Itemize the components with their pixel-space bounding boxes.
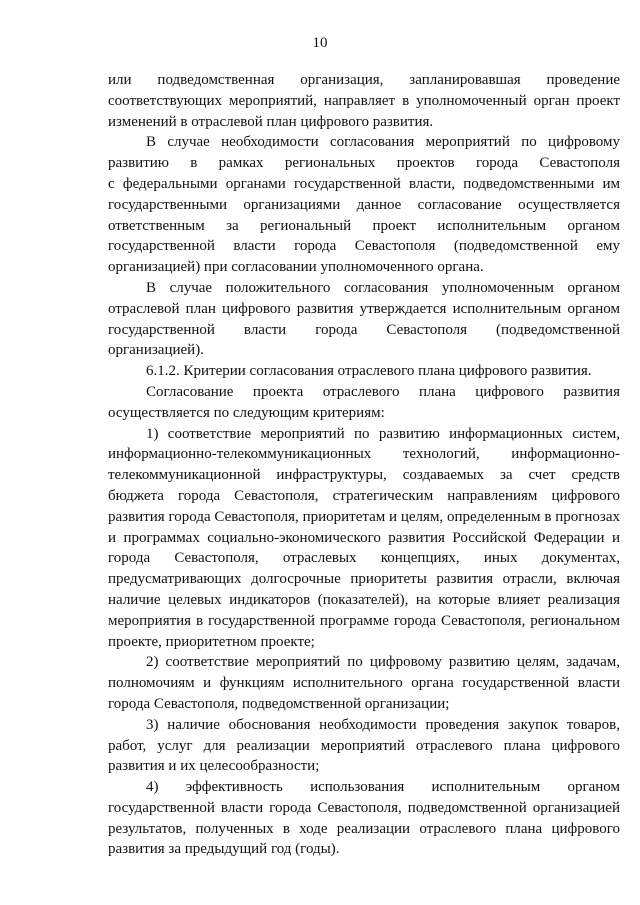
text-line: отраслевой план цифрового развития утверждается исполнительным органом <box>108 300 620 317</box>
text-line: 2) соответствие мероприятий по цифровому развитию целям, задачам, <box>146 654 620 671</box>
text-line: организацией) при согласовании уполномоченного органа. <box>108 259 484 276</box>
text-line: проекте, приоритетном проекте; <box>108 633 315 650</box>
text-line: осуществляется по следующим критериям: <box>108 404 385 421</box>
text-line: развития за предыдущий год (годы). <box>108 841 340 858</box>
text-line: мероприятия в государственной программе города Севастополя, региональном <box>108 612 620 629</box>
page-number: 10 <box>312 35 328 51</box>
text-line: города Севастополя, подведомственной организации; <box>108 695 450 712</box>
text-line: развития и их целесообразности; <box>108 758 320 775</box>
text-line: полномочиям и функциям исполнительного органа государственной власти <box>108 675 620 692</box>
text-line: В случае положительного согласования уполномоченным органом <box>146 279 620 296</box>
paragraph <box>108 70 620 132</box>
text-line: государственной власти города Севастополя (подведомственной ему <box>108 238 620 255</box>
text-line: государственной власти города Севастополя (подведомственной <box>108 321 620 338</box>
text-line: развитию в рамках региональных проектов города Севастополя <box>108 155 620 172</box>
text-line: предусматривающих долгосрочные приоритеты развития отрасли, включая <box>108 571 620 588</box>
text-line: с федеральными органами государственной власти, подведомственными им <box>108 175 620 192</box>
text-line: бюджета города Севастополя, стратегическим направлениям цифрового <box>108 487 620 504</box>
text-line: 3) наличие обоснования необходимости проведения закупок товаров, <box>146 716 620 733</box>
text-line: В случае необходимости согласования мероприятий по цифровому <box>146 134 620 151</box>
paragraph <box>108 132 620 278</box>
text-line: города Севастополя, отраслевых концепциях, иных документах, <box>108 550 620 567</box>
paragraph <box>108 777 620 860</box>
text-line: и программах социально-экономического развития Российской Федерации и <box>108 529 620 546</box>
text-line: государственной власти города Севастополя, подведомственной организацией <box>108 799 620 816</box>
paragraph <box>108 652 620 714</box>
text-line: развития города Севастополя, приоритетам и целям, определенным в прогнозах <box>108 508 620 525</box>
text-line: 6.1.2. Критерии согласования отраслевого плана цифрового развития. <box>146 363 592 380</box>
text-line: ответственным за региональный проект исполнительным органом <box>108 217 620 234</box>
text-line: информационно-телекоммуникационных технологий, информационно- <box>108 446 620 463</box>
text-line: организацией). <box>108 342 204 359</box>
text-line: результатов, полученных в ходе реализации отраслевого плана цифрового <box>108 820 620 837</box>
paragraph <box>108 278 620 361</box>
paragraph <box>108 424 620 653</box>
document-body <box>108 70 620 860</box>
text-line: соответствующих мероприятий, направляет в уполномоченный орган проект <box>108 92 620 109</box>
paragraph <box>108 361 620 382</box>
text-line: работ, услуг для реализации мероприятий отраслевого плана цифрового <box>108 737 620 754</box>
text-line: Согласование проекта отраслевого плана цифрового развития <box>146 383 620 400</box>
text-line: 1) соответствие мероприятий по развитию информационных систем, <box>146 425 620 442</box>
text-line: или подведомственная организация, запланировавшая проведение <box>108 72 620 88</box>
paragraph <box>108 715 620 777</box>
text-line: государственными организациями данное согласование осуществляется <box>108 196 620 213</box>
text-line: телекоммуникационной инфраструктуры, создаваемых за счет средств <box>108 467 620 484</box>
text-line: изменений в отраслевой план цифрового развития. <box>108 113 434 130</box>
paragraph <box>108 382 620 424</box>
text-line: 4) эффективность использования исполнительным органом <box>146 779 620 796</box>
text-line: наличие целевых индикаторов (показателей), на которые влияет реализация <box>108 591 620 608</box>
